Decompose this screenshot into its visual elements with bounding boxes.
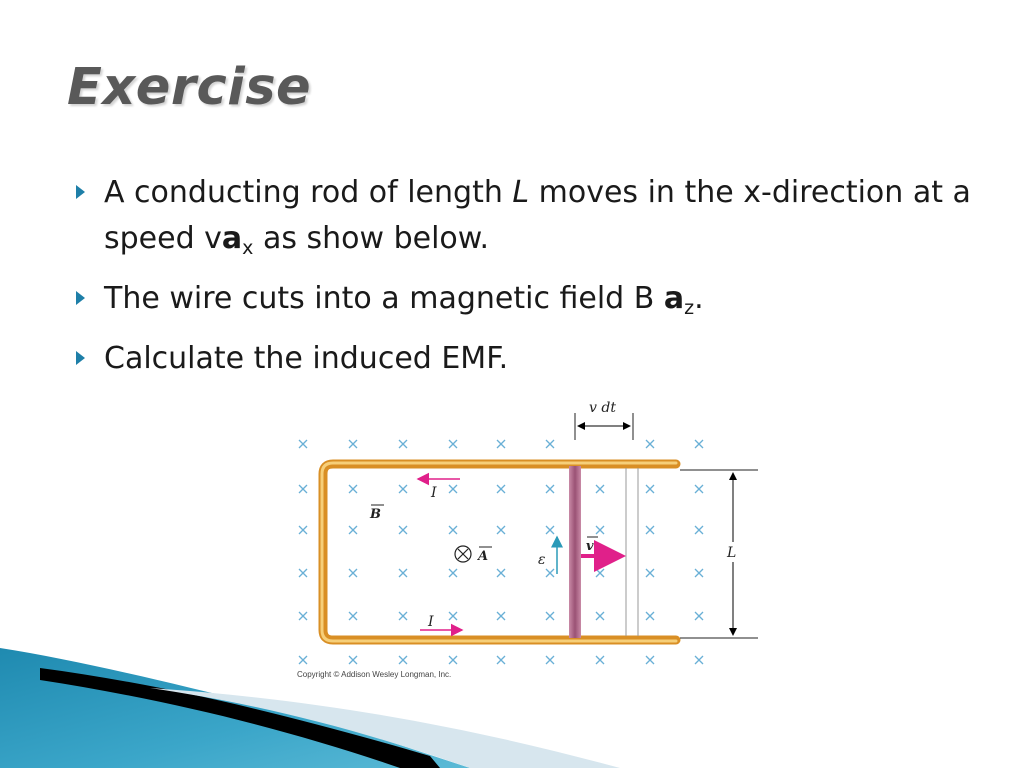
variable-L: L	[512, 175, 530, 210]
unit-vector-subscript: z	[684, 297, 695, 319]
field-into-page-markers	[299, 440, 703, 664]
figure-copyright: Copyright © Addison Wesley Longman, Inc.	[297, 670, 452, 679]
bullet-text: moves in the x-direction at a speed v	[104, 175, 971, 256]
unit-vector: a	[221, 221, 243, 256]
field-label-B: B	[370, 507, 381, 522]
bullet-arrow-icon	[76, 185, 85, 199]
emf-label: ε	[538, 552, 546, 568]
bullet-magnetic-field	[76, 276, 976, 331]
bullet-list	[76, 170, 976, 387]
area-label-A: A	[478, 549, 489, 564]
current-label-top: I	[431, 485, 437, 501]
unit-vector-subscript: x	[242, 237, 254, 259]
unit-vector: a	[663, 281, 685, 316]
vdt-label: v dt	[589, 400, 616, 416]
velocity-label: v	[586, 539, 594, 554]
slide-title: Exercise	[67, 58, 312, 117]
bullet-text: A conducting rod of length	[104, 175, 513, 210]
bullet-text: .	[694, 281, 704, 316]
bullet-rod-motion	[76, 170, 976, 271]
current-label-bottom: I	[428, 614, 434, 630]
rod-on-rails-diagram	[288, 395, 780, 685]
bullet-text: Calculate the induced EMF.	[104, 341, 509, 376]
bullet-text: The wire cuts into a magnetic field B	[104, 281, 664, 316]
bullet-calculate-emf	[76, 336, 976, 382]
L-label: L	[727, 545, 737, 561]
bullet-text: as show below.	[253, 221, 490, 256]
bullet-arrow-icon	[76, 291, 85, 305]
bullet-arrow-icon	[76, 351, 85, 365]
area-into-page-icon	[455, 546, 471, 562]
moving-rod	[569, 466, 581, 638]
